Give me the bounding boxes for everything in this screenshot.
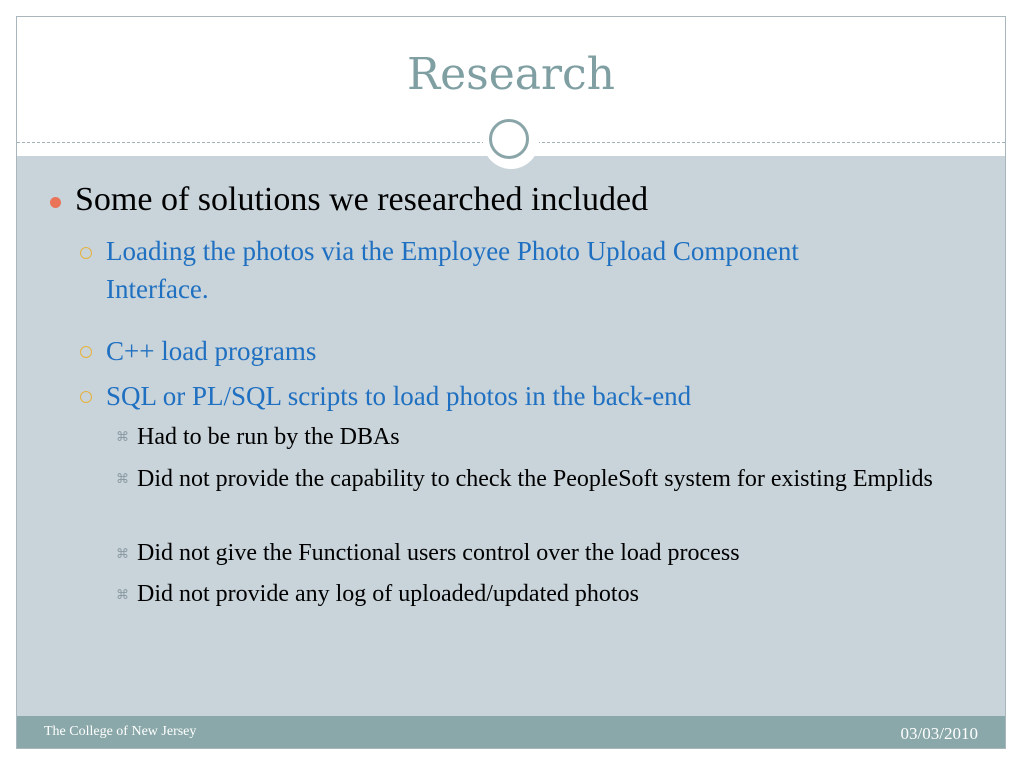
level3-item: Had to be run by the DBAs [137,424,400,450]
level2-item: C++ load programs [106,336,317,366]
level3-item: Did not give the Functional users control over the load process [137,540,740,566]
bullet-dot-icon [50,197,61,208]
level2-item: Loading the photos via the Employee Photo Upload Component Interface. [106,236,799,304]
level3-item: Did not provide the capability to check the PeopleSoft system for existing Emplids [137,466,933,492]
level1-bullet-text: Some of solutions we researched included [75,181,649,218]
footer-bar [17,716,1005,748]
footer-date: 03/03/2010 [900,724,978,743]
circle-ornament-icon [489,119,529,159]
slide-frame [16,16,1006,749]
cross-bullet-icon: ⌘ [116,547,129,562]
cross-bullet-icon: ⌘ [116,472,129,487]
hollow-circle-bullet-icon [80,247,92,259]
hollow-circle-bullet-icon [80,346,92,358]
level2-item: SQL or PL/SQL scripts to load photos in the back-end [106,381,692,411]
slide-title: Research [406,49,616,100]
cross-bullet-icon: ⌘ [116,430,129,445]
cross-bullet-icon: ⌘ [116,588,129,603]
hollow-circle-bullet-icon [80,391,92,403]
footer-organization: The College of New Jersey [44,724,197,739]
level3-item: Did not provide any log of uploaded/updated photos [137,581,639,607]
